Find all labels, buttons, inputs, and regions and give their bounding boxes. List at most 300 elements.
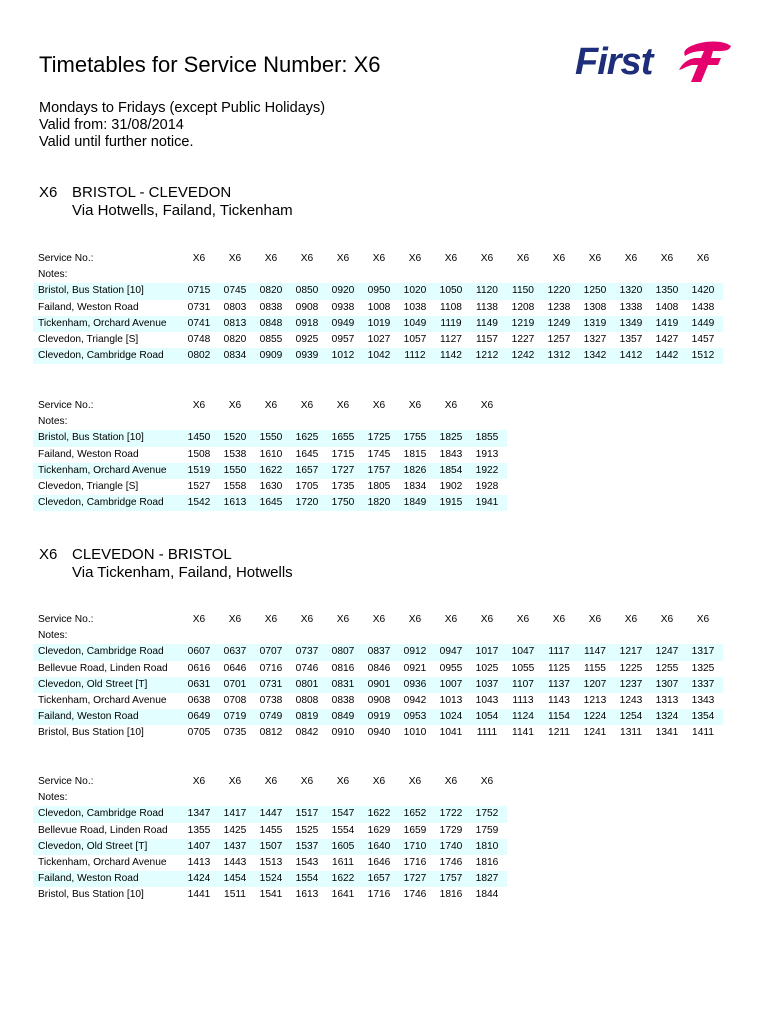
service-days: Mondays to Fridays (except Public Holidays) bbox=[39, 100, 326, 116]
time-cell: 1138 bbox=[476, 301, 498, 313]
service-number-cell: X6 bbox=[264, 400, 278, 411]
stop-name: Failand, Weston Road bbox=[38, 711, 139, 723]
time-cell: 1427 bbox=[655, 333, 679, 345]
stop-name: Bellevue Road, Linden Road bbox=[38, 662, 168, 674]
time-cell: 1725 bbox=[367, 432, 391, 444]
time-cell: 1157 bbox=[476, 333, 498, 345]
stop-name: Clevedon, Cambridge Road bbox=[38, 646, 164, 658]
table-row bbox=[33, 693, 723, 709]
time-cell: 0855 bbox=[259, 333, 283, 345]
time-cell: 1844 bbox=[475, 889, 499, 901]
time-cell: 0735 bbox=[223, 727, 247, 739]
time-cell: 1050 bbox=[439, 285, 463, 297]
time-cell: 0850 bbox=[295, 285, 319, 297]
time-cell: 1057 bbox=[403, 333, 427, 345]
stop-name: Clevedon, Cambridge Road bbox=[38, 497, 164, 509]
time-cell: 1508 bbox=[187, 448, 211, 460]
time-cell: 1541 bbox=[259, 889, 283, 901]
time-cell: 1558 bbox=[223, 480, 247, 492]
time-cell: 0842 bbox=[295, 727, 319, 739]
stop-name: Bristol, Bus Station [10] bbox=[38, 889, 144, 901]
time-cell: 1013 bbox=[439, 694, 463, 706]
route-heading-clevedon-bristol bbox=[39, 546, 293, 582]
time-cell: 1810 bbox=[475, 840, 499, 852]
time-cell: 1357 bbox=[619, 333, 643, 345]
time-cell: 1640 bbox=[367, 840, 391, 852]
service-number-row bbox=[33, 398, 507, 414]
time-cell: 1447 bbox=[259, 808, 283, 820]
time-cell: 1902 bbox=[439, 480, 463, 492]
time-cells bbox=[181, 316, 721, 332]
valid-from: Valid from: 31/08/2014 bbox=[39, 117, 184, 133]
time-cell: 1350 bbox=[655, 285, 679, 297]
time-cell: 0803 bbox=[223, 301, 247, 313]
service-number-cells bbox=[181, 774, 505, 790]
stop-name: Bristol, Bus Station [10] bbox=[38, 285, 144, 297]
stop-name: Tickenham, Orchard Avenue bbox=[38, 694, 167, 706]
time-cell: 0649 bbox=[187, 711, 211, 723]
time-cell: 1008 bbox=[367, 301, 391, 313]
time-cell: 1517 bbox=[295, 808, 319, 820]
stop-name: Failand, Weston Road bbox=[38, 448, 139, 460]
time-cell: 1659 bbox=[403, 824, 427, 836]
time-cell: 1554 bbox=[331, 824, 355, 836]
service-number-row bbox=[33, 251, 723, 267]
time-cell: 1224 bbox=[583, 711, 607, 723]
time-cell: 1854 bbox=[439, 464, 463, 476]
service-number-cell: X6 bbox=[516, 614, 530, 625]
service-number-label: Service No.: bbox=[38, 400, 94, 411]
time-cell: 0919 bbox=[367, 711, 391, 723]
service-number-cell: X6 bbox=[336, 614, 350, 625]
time-cell: 0939 bbox=[295, 350, 319, 362]
time-cell: 1524 bbox=[259, 873, 283, 885]
table-row bbox=[33, 806, 507, 822]
table-row bbox=[33, 316, 723, 332]
time-cell: 1820 bbox=[367, 497, 391, 509]
notes-row bbox=[33, 414, 507, 430]
time-cell: 1320 bbox=[619, 285, 643, 297]
service-number-cell: X6 bbox=[408, 776, 422, 787]
time-cell: 1454 bbox=[223, 873, 247, 885]
time-cell: 1042 bbox=[367, 350, 391, 362]
time-cell: 0910 bbox=[331, 727, 355, 739]
table-row bbox=[33, 495, 507, 511]
time-cell: 1119 bbox=[440, 317, 462, 329]
time-cell: 0705 bbox=[187, 727, 211, 739]
service-number-cell: X6 bbox=[624, 614, 638, 625]
service-number-cell: X6 bbox=[300, 776, 314, 787]
service-number-cell: X6 bbox=[660, 253, 674, 264]
time-cell: 1928 bbox=[475, 480, 499, 492]
time-cell: 1715 bbox=[331, 448, 355, 460]
service-number-cell: X6 bbox=[372, 253, 386, 264]
logo-wordmark: First bbox=[575, 41, 653, 83]
time-cell: 0846 bbox=[367, 662, 391, 674]
time-cell: 1740 bbox=[439, 840, 463, 852]
notes-label: Notes: bbox=[38, 630, 68, 642]
time-cell: 1420 bbox=[691, 285, 715, 297]
route-via: Via Tickenham, Failand, Hotwells bbox=[72, 564, 293, 581]
validity-info bbox=[39, 100, 325, 151]
service-number-cell: X6 bbox=[192, 253, 206, 264]
service-number-cells bbox=[181, 612, 721, 628]
time-cells bbox=[181, 661, 721, 677]
time-cell: 0908 bbox=[295, 301, 319, 313]
table-row bbox=[33, 839, 507, 855]
time-cell: 1147 bbox=[584, 646, 606, 658]
time-cell: 0746 bbox=[295, 662, 319, 674]
time-cell: 1313 bbox=[655, 694, 679, 706]
service-number-cell: X6 bbox=[696, 253, 710, 264]
time-cell: 0820 bbox=[259, 285, 283, 297]
time-cells bbox=[181, 644, 721, 660]
time-cell: 1757 bbox=[367, 464, 391, 476]
time-cell: 1407 bbox=[187, 840, 211, 852]
time-cell: 0719 bbox=[223, 711, 247, 723]
time-cell: 0921 bbox=[403, 662, 427, 674]
service-number-cell: X6 bbox=[480, 614, 494, 625]
timetable-table bbox=[33, 774, 507, 904]
service-number-cell: X6 bbox=[480, 253, 494, 264]
time-cell: 1241 bbox=[583, 727, 607, 739]
time-cell: 1542 bbox=[187, 497, 211, 509]
time-cell: 0716 bbox=[259, 662, 283, 674]
time-cells bbox=[181, 839, 505, 855]
time-cell: 0631 bbox=[187, 678, 211, 690]
time-cell: 1641 bbox=[331, 889, 355, 901]
time-cell: 1512 bbox=[691, 350, 715, 362]
time-cell: 0938 bbox=[331, 301, 355, 313]
time-cell: 1343 bbox=[691, 694, 715, 706]
time-cell: 1327 bbox=[583, 333, 607, 345]
time-cell: 1816 bbox=[475, 856, 499, 868]
time-cell: 0849 bbox=[331, 711, 355, 723]
time-cell: 1657 bbox=[367, 873, 391, 885]
time-cell: 1142 bbox=[440, 350, 462, 362]
time-cell: 1408 bbox=[655, 301, 679, 313]
table-row bbox=[33, 479, 507, 495]
service-number-cell: X6 bbox=[372, 400, 386, 411]
time-cell: 1412 bbox=[619, 350, 643, 362]
time-cell: 1746 bbox=[403, 889, 427, 901]
timetable-table bbox=[33, 398, 507, 511]
service-number-cell: X6 bbox=[444, 400, 458, 411]
time-cell: 1107 bbox=[512, 678, 534, 690]
time-cell: 1027 bbox=[367, 333, 391, 345]
time-cell: 1622 bbox=[367, 808, 391, 820]
time-cells bbox=[181, 463, 505, 479]
time-cell: 1037 bbox=[475, 678, 499, 690]
time-cell: 0957 bbox=[331, 333, 355, 345]
time-cell: 1622 bbox=[259, 464, 283, 476]
time-cell: 1941 bbox=[475, 497, 499, 509]
time-cell: 1424 bbox=[187, 873, 211, 885]
time-cell: 1213 bbox=[583, 694, 607, 706]
time-cell: 1437 bbox=[223, 840, 247, 852]
time-cell: 1750 bbox=[331, 497, 355, 509]
time-cell: 1217 bbox=[619, 646, 643, 658]
time-cell: 0837 bbox=[367, 646, 391, 658]
time-cell: 1154 bbox=[548, 711, 570, 723]
time-cell: 1254 bbox=[619, 711, 643, 723]
service-number-cell: X6 bbox=[552, 614, 566, 625]
stop-name: Clevedon, Triangle [S] bbox=[38, 480, 139, 492]
time-cell: 1049 bbox=[403, 317, 427, 329]
stop-name: Tickenham, Orchard Avenue bbox=[38, 317, 167, 329]
time-cell: 1012 bbox=[331, 350, 355, 362]
time-cell: 1605 bbox=[331, 840, 355, 852]
time-cell: 1657 bbox=[295, 464, 319, 476]
service-number-label: Service No.: bbox=[38, 253, 94, 264]
time-cell: 0848 bbox=[259, 317, 283, 329]
time-cell: 1237 bbox=[619, 678, 643, 690]
service-number-cell: X6 bbox=[588, 253, 602, 264]
time-cell: 1843 bbox=[439, 448, 463, 460]
time-cell: 0708 bbox=[223, 694, 247, 706]
service-number-cell: X6 bbox=[480, 776, 494, 787]
time-cell: 1208 bbox=[511, 301, 535, 313]
time-cell: 1752 bbox=[475, 808, 499, 820]
time-cell: 0949 bbox=[331, 317, 355, 329]
service-number-cell: X6 bbox=[192, 614, 206, 625]
route-code: X6 bbox=[39, 184, 58, 201]
time-cell: 1755 bbox=[403, 432, 427, 444]
table-row bbox=[33, 661, 723, 677]
time-cell: 0638 bbox=[187, 694, 211, 706]
service-number-cell: X6 bbox=[552, 253, 566, 264]
time-cell: 1727 bbox=[403, 873, 427, 885]
stop-name: Failand, Weston Road bbox=[38, 301, 139, 313]
time-cell: 1137 bbox=[548, 678, 570, 690]
time-cell: 1613 bbox=[223, 497, 247, 509]
time-cell: 1038 bbox=[403, 301, 427, 313]
time-cell: 1227 bbox=[511, 333, 535, 345]
service-number-cell: X6 bbox=[516, 253, 530, 264]
service-number-cell: X6 bbox=[300, 614, 314, 625]
time-cell: 0646 bbox=[223, 662, 247, 674]
time-cells bbox=[181, 495, 505, 511]
table-row bbox=[33, 300, 723, 316]
time-cell: 1257 bbox=[547, 333, 571, 345]
notes-label: Notes: bbox=[38, 269, 68, 281]
time-cell: 1759 bbox=[475, 824, 499, 836]
service-number-cell: X6 bbox=[228, 614, 242, 625]
time-cell: 1113 bbox=[512, 694, 534, 706]
service-number-label: Service No.: bbox=[38, 776, 94, 787]
time-cell: 1519 bbox=[187, 464, 211, 476]
time-cell: 1513 bbox=[259, 856, 283, 868]
time-cell: 0637 bbox=[223, 646, 247, 658]
time-cell: 1805 bbox=[367, 480, 391, 492]
time-cells bbox=[181, 725, 721, 741]
time-cell: 1538 bbox=[223, 448, 247, 460]
time-cell: 1527 bbox=[187, 480, 211, 492]
service-number-cell: X6 bbox=[228, 776, 242, 787]
route-heading-bristol-clevedon bbox=[39, 184, 293, 220]
time-cell: 1349 bbox=[619, 317, 643, 329]
time-cell: 0953 bbox=[403, 711, 427, 723]
time-cell: 1112 bbox=[404, 350, 426, 362]
time-cell: 1710 bbox=[403, 840, 427, 852]
table-row bbox=[33, 677, 723, 693]
table-row bbox=[33, 283, 723, 299]
time-cell: 1625 bbox=[295, 432, 319, 444]
time-cell: 1007 bbox=[439, 678, 463, 690]
time-cell: 1307 bbox=[655, 678, 679, 690]
time-cell: 1611 bbox=[332, 856, 354, 868]
route-name: CLEVEDON - BRISTOL bbox=[72, 546, 232, 563]
time-cells bbox=[181, 871, 505, 887]
time-cell: 1729 bbox=[439, 824, 463, 836]
time-cell: 1025 bbox=[475, 662, 499, 674]
time-cell: 0940 bbox=[367, 727, 391, 739]
time-cell: 0820 bbox=[223, 333, 247, 345]
service-number-label: Service No.: bbox=[38, 614, 94, 625]
time-cell: 1610 bbox=[259, 448, 283, 460]
time-cell: 1212 bbox=[475, 350, 499, 362]
service-number-cell: X6 bbox=[444, 614, 458, 625]
stop-name: Clevedon, Old Street [T] bbox=[38, 840, 148, 852]
time-cell: 1347 bbox=[187, 808, 211, 820]
service-number-cell: X6 bbox=[228, 400, 242, 411]
timetable-table bbox=[33, 251, 723, 364]
time-cell: 0918 bbox=[295, 317, 319, 329]
time-cell: 1238 bbox=[547, 301, 571, 313]
table-row bbox=[33, 447, 507, 463]
time-cell: 1727 bbox=[331, 464, 355, 476]
time-cell: 1922 bbox=[475, 464, 499, 476]
time-cell: 0812 bbox=[259, 727, 283, 739]
service-number-cell: X6 bbox=[300, 400, 314, 411]
notes-row bbox=[33, 790, 507, 806]
time-cell: 0813 bbox=[223, 317, 247, 329]
time-cell: 0707 bbox=[259, 646, 283, 658]
time-cell: 1442 bbox=[655, 350, 679, 362]
table-row bbox=[33, 332, 723, 348]
service-number-row bbox=[33, 612, 723, 628]
time-cells bbox=[181, 300, 721, 316]
time-cell: 0802 bbox=[187, 350, 211, 362]
time-cell: 1019 bbox=[367, 317, 391, 329]
table-row bbox=[33, 887, 507, 903]
time-cell: 1520 bbox=[223, 432, 247, 444]
stop-name: Clevedon, Cambridge Road bbox=[38, 350, 164, 362]
time-cell: 0616 bbox=[187, 662, 211, 674]
first-swirl-logo-icon bbox=[671, 40, 733, 85]
time-cell: 1915 bbox=[439, 497, 463, 509]
service-number-cell: X6 bbox=[264, 253, 278, 264]
service-number-cell: X6 bbox=[408, 253, 422, 264]
service-number-cell: X6 bbox=[336, 253, 350, 264]
time-cell: 1411 bbox=[692, 727, 714, 739]
route-name: BRISTOL - CLEVEDON bbox=[72, 184, 232, 201]
time-cell: 0909 bbox=[259, 350, 283, 362]
time-cell: 1525 bbox=[295, 824, 319, 836]
time-cell: 1319 bbox=[583, 317, 607, 329]
time-cells bbox=[181, 823, 505, 839]
time-cells bbox=[181, 447, 505, 463]
service-number-cell: X6 bbox=[624, 253, 638, 264]
time-cells bbox=[181, 479, 505, 495]
time-cells bbox=[181, 693, 721, 709]
service-number-cell: X6 bbox=[264, 614, 278, 625]
time-cell: 1645 bbox=[259, 497, 283, 509]
service-number-cells bbox=[181, 251, 721, 267]
stop-name: Tickenham, Orchard Avenue bbox=[38, 856, 167, 868]
time-cell: 1043 bbox=[475, 694, 499, 706]
route-via: Via Hotwells, Failand, Tickenham bbox=[72, 202, 293, 219]
time-cell: 1247 bbox=[655, 646, 679, 658]
time-cell: 1720 bbox=[295, 497, 319, 509]
time-cell: 1255 bbox=[655, 662, 679, 674]
notes-row bbox=[33, 267, 723, 283]
time-cell: 1250 bbox=[583, 285, 607, 297]
time-cell: 1041 bbox=[439, 727, 463, 739]
time-cell: 1124 bbox=[512, 711, 534, 723]
time-cell: 0741 bbox=[187, 317, 211, 329]
time-cell: 1141 bbox=[512, 727, 534, 739]
time-cell: 1337 bbox=[691, 678, 715, 690]
time-cell: 1645 bbox=[295, 448, 319, 460]
time-cell: 0947 bbox=[439, 646, 463, 658]
timetable-table bbox=[33, 612, 723, 742]
time-cell: 1855 bbox=[475, 432, 499, 444]
notes-label: Notes: bbox=[38, 792, 68, 804]
time-cell: 1849 bbox=[403, 497, 427, 509]
table-row bbox=[33, 644, 723, 660]
table-row bbox=[33, 348, 723, 364]
time-cell: 1425 bbox=[223, 824, 247, 836]
table-row bbox=[33, 709, 723, 725]
time-cell: 1543 bbox=[295, 856, 319, 868]
time-cell: 1629 bbox=[367, 824, 391, 836]
time-cells bbox=[181, 283, 721, 299]
first-logo bbox=[575, 40, 733, 85]
time-cell: 1441 bbox=[187, 889, 211, 901]
service-number-cells bbox=[181, 398, 505, 414]
time-cell: 0801 bbox=[295, 678, 319, 690]
time-cell: 1622 bbox=[331, 873, 355, 885]
time-cell: 1735 bbox=[331, 480, 355, 492]
time-cell: 1054 bbox=[475, 711, 499, 723]
service-number-cell: X6 bbox=[408, 400, 422, 411]
time-cell: 1324 bbox=[655, 711, 679, 723]
time-cell: 1511 bbox=[224, 889, 246, 901]
time-cell: 1311 bbox=[620, 727, 642, 739]
time-cell: 1242 bbox=[511, 350, 535, 362]
time-cells bbox=[181, 348, 721, 364]
table-row bbox=[33, 855, 507, 871]
time-cell: 0834 bbox=[223, 350, 247, 362]
service-number-cell: X6 bbox=[192, 400, 206, 411]
time-cell: 1127 bbox=[440, 333, 462, 345]
service-number-cell: X6 bbox=[264, 776, 278, 787]
time-cell: 1211 bbox=[548, 727, 570, 739]
notes-row bbox=[33, 628, 723, 644]
time-cell: 0715 bbox=[187, 285, 211, 297]
time-cell: 0936 bbox=[403, 678, 427, 690]
time-cells bbox=[181, 430, 505, 446]
time-cell: 1646 bbox=[367, 856, 391, 868]
route-code: X6 bbox=[39, 546, 58, 563]
time-cell: 1722 bbox=[439, 808, 463, 820]
time-cell: 1143 bbox=[548, 694, 570, 706]
time-cells bbox=[181, 887, 505, 903]
time-cell: 0831 bbox=[331, 678, 355, 690]
time-cell: 1125 bbox=[548, 662, 570, 674]
stop-name: Failand, Weston Road bbox=[38, 873, 139, 885]
